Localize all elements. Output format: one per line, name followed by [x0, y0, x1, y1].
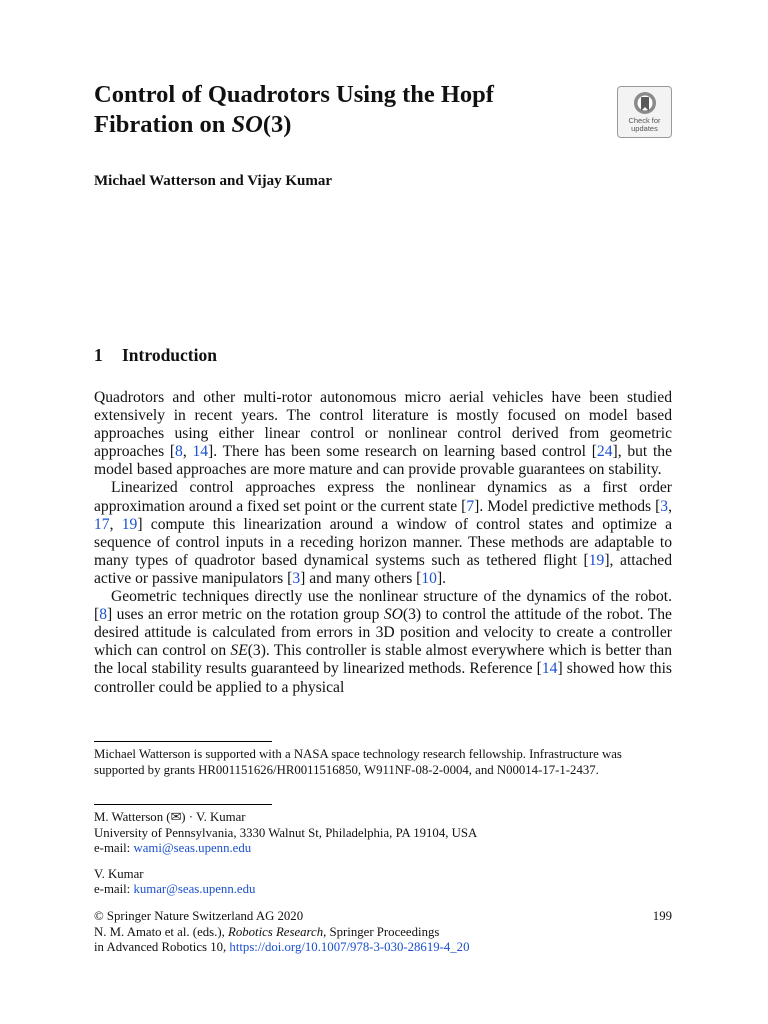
paper-title: [94, 80, 594, 140]
citation-link[interactable]: 19: [588, 551, 605, 569]
book-title: Robotics Research: [228, 924, 324, 939]
section-number: 1: [94, 345, 103, 365]
check-for-updates-badge[interactable]: [617, 86, 672, 138]
bookmark-ribbon-icon: [633, 91, 657, 116]
text-run: (3). This controller is stable almost everywhere which is better than the local stability results guaranteed by linearized methods. Reference [: [94, 642, 673, 678]
authors: Michael Watterson and Vijay Kumar: [94, 173, 333, 189]
paragraph-1: [94, 389, 672, 479]
doi-line: [94, 940, 672, 956]
citation-link[interactable]: 8: [175, 443, 183, 461]
citation-link[interactable]: 3: [292, 569, 301, 587]
affiliation-authors: M. Watterson (✉) · V. Kumar: [94, 810, 246, 824]
citation-link[interactable]: 14: [541, 660, 558, 678]
text-run: ,: [109, 515, 122, 533]
text-run: ]. There has been some research on learning based control [: [208, 443, 597, 461]
title-line-2: Fibration on: [94, 111, 232, 138]
text-run: ] showed how this controller could be applied to a physical: [94, 660, 672, 696]
email-line-1: [94, 841, 672, 857]
citation-link[interactable]: 17: [94, 515, 110, 533]
page-number: 199: [652, 909, 672, 923]
email-label: e-mail:: [94, 882, 134, 897]
title-line-1: Control of Quadrotors Using the Hopf: [94, 81, 494, 108]
text-run: ,: [182, 443, 193, 461]
math-se: SE: [230, 642, 248, 660]
copyright-block: [94, 909, 672, 956]
section-heading: [94, 345, 217, 366]
affiliation-divider: [94, 804, 272, 805]
text-run: ].: [436, 569, 447, 587]
text-run: ], but the model based approaches are more mature and can provide provable guarantees on stability.: [94, 443, 672, 479]
text-run: (3) to control the attitude of the robot. The desired attitude is calculated from errors in 3D position and velocity to create a controller which can control on: [94, 606, 672, 660]
footnote: Michael Watterson is supported with a NASA space technology research fellowship. Infrastructure was supported by grants HR001151626/HR0011516850, W911NF-08-2-0004, and N00014-17-1-2437.: [94, 747, 622, 777]
citation-link[interactable]: 7: [466, 497, 475, 515]
badge-line-1: Check for: [628, 116, 661, 125]
badge-line-2: updates: [631, 124, 658, 133]
footnote-divider: [94, 741, 272, 742]
text-run: ], attached active or passive manipulators [: [94, 551, 672, 587]
citation-link[interactable]: 14: [192, 443, 209, 461]
citation-link[interactable]: 19: [121, 515, 138, 533]
section-title: Introduction: [122, 345, 217, 365]
text-run: ]. Model predictive methods [: [474, 497, 661, 515]
title-math-so: SO: [231, 111, 263, 138]
email-label: e-mail:: [94, 841, 134, 856]
citation-line: [94, 925, 672, 941]
paragraph-2: [94, 479, 672, 588]
text-run: Quadrotors and other multi-rotor autonomous micro aerial vehicles have been studied extensively in recent years. The control literature is mostly focused on model based approaches using either linear control or nonlinear control derived from geometric approaches [: [94, 389, 672, 461]
title-math-suffix: (3): [262, 111, 292, 138]
text-run: Linearized control approaches express the nonlinear dynamics as a first order approximation around a fixed set point or the current state [: [94, 479, 672, 515]
text-run: Geometric techniques directly use the nonlinear structure of the dynamics of the robot. [: [94, 588, 672, 624]
paragraph-3: [94, 588, 672, 697]
text-run: ] compute this linearization around a window of control states and optimize a sequence of control inputs in a receding horizon manner. These methods are adaptable to many types of quadrotor based dynamical systems such as tethered flight [: [94, 515, 672, 569]
email-link-kumar[interactable]: kumar@seas.upenn.edu: [133, 882, 256, 897]
doi-link[interactable]: https://doi.org/10.1007/978-3-030-28619-4_20: [229, 940, 470, 955]
email-line-2: [94, 882, 672, 898]
text-run: N. M. Amato et al. (eds.),: [94, 924, 228, 939]
text-run: ] uses an error metric on the rotation group: [107, 606, 384, 624]
email-link-watterson[interactable]: wami@seas.upenn.edu: [133, 841, 252, 856]
citation-link[interactable]: 3: [660, 497, 669, 515]
text-run: in Advanced Robotics 10,: [94, 940, 230, 955]
citation-link[interactable]: 10: [421, 569, 437, 587]
affiliation-name-2: V. Kumar: [94, 866, 144, 881]
affiliation-address: University of Pennsylvania, 3330 Walnut St, Philadelphia, PA 19104, USA: [94, 825, 478, 840]
body-text: [94, 389, 672, 697]
text-run: ,: [668, 497, 672, 515]
citation-link[interactable]: 8: [99, 606, 107, 624]
badge-text: [618, 117, 671, 133]
math-so: SO: [383, 606, 403, 624]
text-run: ] and many others [: [300, 569, 422, 587]
copyright-line: © Springer Nature Switzerland AG 2020: [94, 909, 304, 923]
affiliation-block: [94, 810, 672, 898]
citation-link[interactable]: 24: [596, 443, 613, 461]
text-run: , Springer Proceedings: [323, 924, 440, 939]
